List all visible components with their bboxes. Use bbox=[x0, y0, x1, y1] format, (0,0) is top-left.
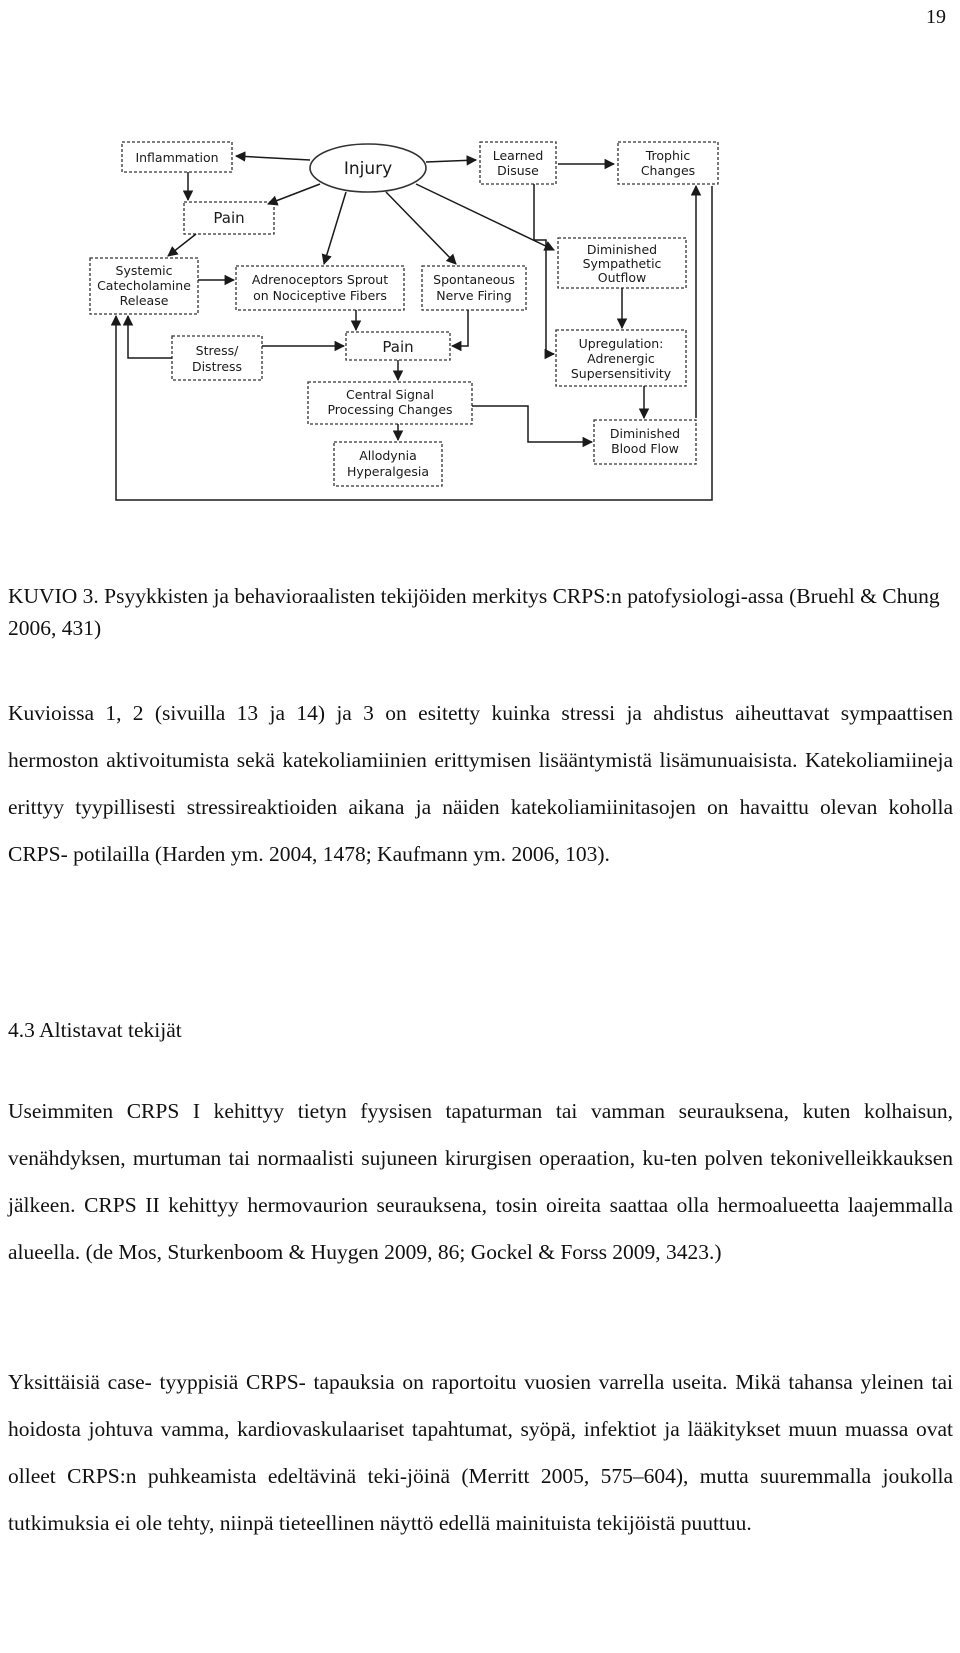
pain-mid-label: Pain bbox=[382, 338, 414, 356]
section-heading: 4.3 Altistavat tekijät bbox=[8, 1018, 182, 1042]
paragraph-3: Yksittäisiä case- tyyppisiä CRPS- tapauksia on raportoitu vuosien varrella useita. Mikä tahansa yleinen tai hoidosta johtuva vamma, kardiovaskulaariset tapahtumat, syöpä, infektiot ja lääkitykset muun muassa ovat olleet CRPS:n puhkeamista edeltävinä teki-jöinä (Merritt 2005, 575–604), mutta suuremmalla joukolla tutkimuksia ei ole tehty, niinpä tieteellinen näyttö edellä mainituista tekijöistä puuttuu. bbox=[8, 1370, 953, 1535]
paragraph-1: Kuvioissa 1, 2 (sivuilla 13 ja 14) ja 3 on esitetty kuinka stressi ja ahdistus aiheuttavat sympaattisen hermoston aktivoitumista sekä katekoliamiinien erittymisen lisääntymistä lisämunuaisista. Katekoliamiineja erittyy tyypillisesti stressireaktioiden aikana ja näiden katekoliamiinitasojen on havaittu olevan koholla CRPS- potilailla (Harden ym. 2004, 1478; Kaufmann ym. 2006, 103). bbox=[8, 701, 953, 866]
arrow-learned-upregulation bbox=[534, 184, 554, 354]
diminished-sympathetic-label-2: Sympathetic bbox=[582, 256, 662, 271]
diminished-blood-label-2: Blood Flow bbox=[611, 441, 679, 456]
crps-pathophysiology-diagram bbox=[88, 130, 728, 530]
arrow-central-blood bbox=[472, 406, 592, 442]
arrow-injury-inflammation bbox=[236, 156, 310, 160]
systemic-label-2: Catecholamine bbox=[97, 278, 191, 293]
upregulation-label-1: Upregulation: bbox=[578, 336, 664, 351]
diagram-canvas bbox=[88, 130, 728, 530]
adrenoceptors-label-1: Adrenoceptors Sprout bbox=[251, 272, 389, 287]
spontaneous-label-2: Nerve Firing bbox=[436, 288, 512, 303]
adrenoceptors-label-2: on Nociceptive Fibers bbox=[253, 288, 387, 303]
central-signal-label-2: Processing Changes bbox=[327, 402, 453, 417]
diminished-blood-label-1: Diminished bbox=[609, 426, 681, 441]
learned-disuse-label-1: Learned bbox=[492, 148, 544, 163]
injury-label: Injury bbox=[343, 159, 393, 179]
central-signal-label-1: Central Signal bbox=[346, 387, 434, 402]
arrow-injury-learned bbox=[426, 160, 476, 162]
arrow-injury-adrenoceptors bbox=[324, 192, 346, 264]
systemic-label-3: Release bbox=[119, 293, 169, 308]
systemic-label-1: Systemic bbox=[115, 263, 173, 278]
stress-distress-label-2: Distress bbox=[191, 359, 243, 374]
stress-distress-label-1: Stress/ bbox=[195, 343, 239, 358]
arrow-pain-systemic bbox=[168, 234, 196, 256]
learned-disuse-label-2: Disuse bbox=[497, 163, 539, 178]
arrow-stress-systemic bbox=[128, 316, 172, 358]
diminished-sympathetic-label-3: Outflow bbox=[597, 270, 647, 285]
page-number: 19 bbox=[926, 6, 946, 28]
upregulation-label-3: Supersensitivity bbox=[570, 366, 672, 381]
arrow-injury-pain bbox=[268, 184, 320, 204]
arrow-spontaneous-pain bbox=[452, 310, 468, 346]
arrow-injury-spontaneous bbox=[386, 192, 456, 264]
inflammation-label: Inflammation bbox=[135, 150, 219, 165]
allodynia-label-1: Allodynia bbox=[359, 448, 417, 463]
paragraph-2: Useimmiten CRPS I kehittyy tietyn fyysisen tapaturman tai vamman seurauksena, kuten kolhaisun, venähdyksen, murtuman tai normaalisti sujuneen kirurgisen operaation, ku-ten polven tekonivelleikkauksen jälkeen. CRPS II kehittyy hermovaurion seurauksena, tosin oireita saattaa olla hermoalueetta laajemmalla alueella. (de Mos, Sturkenboom & Huygen 2009, 86; Gockel & Forss 2009, 3423.) bbox=[8, 1099, 953, 1264]
upregulation-label-2: Adrenergic bbox=[587, 351, 655, 366]
spontaneous-label-1: Spontaneous bbox=[433, 272, 515, 287]
trophic-changes-label-2: Changes bbox=[640, 163, 696, 178]
allodynia-label-2: Hyperalgesia bbox=[347, 464, 429, 479]
pain-top-label: Pain bbox=[213, 209, 245, 227]
figure-caption: KUVIO 3. Psyykkisten ja behavioraalisten tekijöiden merkitys CRPS:n patofysiologi-assa (Bruehl & Chung 2006, 431) bbox=[8, 584, 940, 640]
diminished-sympathetic-label-1: Diminished bbox=[586, 242, 658, 257]
trophic-changes-label-1: Trophic bbox=[645, 148, 691, 163]
